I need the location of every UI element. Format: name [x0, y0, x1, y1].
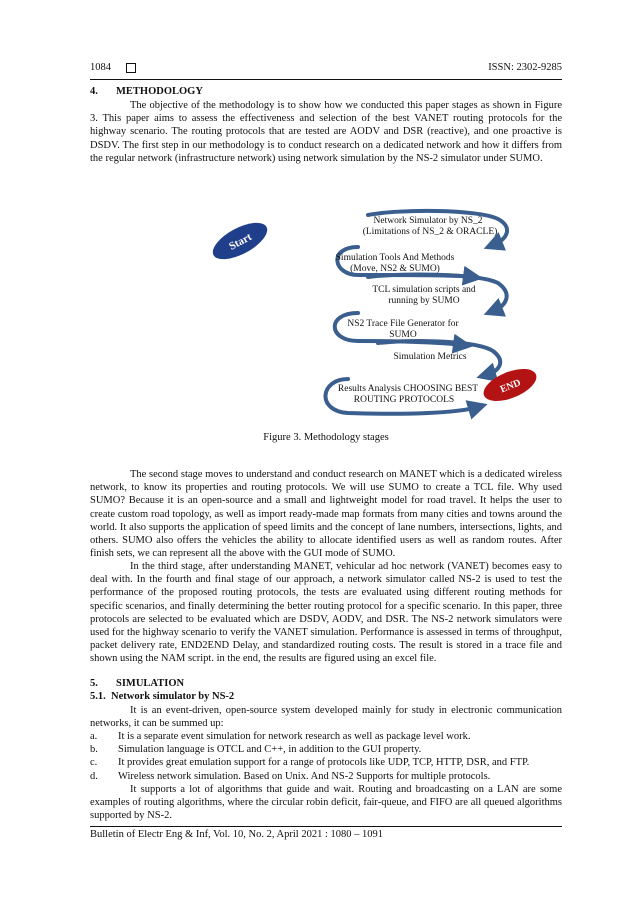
- checkbox-glyph-icon: [126, 63, 136, 73]
- list-item: a. It is a separate event simulation for network research as well as package level work.: [90, 731, 471, 742]
- footer-rule: [90, 826, 562, 827]
- stage-2-line-1: Simulation Tools And Methods: [335, 253, 455, 263]
- stage-6-line-2: ROUTING PROTOCOLS: [353, 395, 455, 405]
- methodology-paragraph-3: In the third stage, after understanding MANET, vehicular ad hoc network (VANET) becomes easy to deal with. In the fourth and final stage of our approach, a network simulator called NS-2 is used to test the performance of the proposed routing protocols, the tests are evaluated using different routing methods for specific scenarios, and finally determining the better routing protocol for a specific scenario. In this paper, three protocols are selected to be evaluated which are DSDV, AODV, and DSR. The NS-2 network simulators were used for the highway scenario to verify the VANET simulation. Performance is assessed in terms of throughput, packet delivery rate, END2END Delay, and standardized routing costs. The result is stored in a trace file and shown using the NAM script. in the end, the results are figured using an excel file.: [90, 561, 562, 665]
- section-title: METHODOLOGY: [116, 86, 203, 97]
- ns2-features-list: [90, 730, 562, 783]
- list-item: b. Simulation language is OTCL and C++, in addition to the GUI property.: [90, 744, 422, 756]
- list-item: d. Wireless network simulation. Based on Unix. And NS-2 Supports for multiple protocols.: [90, 770, 491, 782]
- start-label: Start: [227, 230, 254, 253]
- header-rule: [90, 79, 562, 80]
- subsection-5-1-heading: [90, 691, 234, 702]
- stage-2-line-2: (Move, NS2 & SUMO): [350, 264, 440, 274]
- stage-3-line-2: running by SUMO: [388, 296, 460, 306]
- stage-1-line-2: (Limitations of NS_2 & ORACLE): [362, 227, 498, 237]
- section-number: 5.: [90, 678, 98, 689]
- stage-4-line-2: SUMO: [389, 330, 417, 340]
- methodology-stages-figure: [208, 207, 548, 425]
- stage-3-line-1: TCL simulation scripts and: [372, 285, 476, 295]
- simulation-closing-paragraph: It supports a lot of algorithms that guide and wait. Routing and broadcasting on a LAN are some examples of routing algorithms, where the circular robin deficit, fair-queue, and FIFO are all queued algorithms supported by NS-2.: [90, 784, 562, 822]
- figure-caption: Figure 3. Methodology stages: [263, 432, 389, 443]
- subsection-title: Network simulator by NS-2: [111, 691, 235, 702]
- stage-6-line-1: Results Analysis CHOOSING BEST: [337, 384, 479, 394]
- list-item: c. It provides great emulation support for a range of protocols like UDP, TCP, HTTP, DSR, and FTP.: [90, 757, 530, 769]
- section-number: 4.: [90, 86, 98, 97]
- stage-4-line-1: NS2 Trace File Generator for: [347, 319, 459, 329]
- start-badge: [208, 215, 273, 266]
- issn: ISSN: 2302-9285: [488, 62, 562, 73]
- running-header: [90, 62, 562, 76]
- stage-1-line-1: Network Simulator by NS_2: [373, 216, 483, 226]
- end-label: END: [498, 377, 523, 396]
- subsection-number: 5.1.: [90, 691, 106, 702]
- section-4-heading: [90, 86, 203, 97]
- section-5-heading: [90, 678, 184, 689]
- section-title: SIMULATION: [116, 678, 185, 689]
- running-footer: Bulletin of Electr Eng & Inf, Vol. 10, No. 2, April 2021 : 1080 – 1091: [90, 829, 384, 840]
- methodology-paragraph-1: The objective of the methodology is to show how we conducted this paper stages as shown in Figure 3. This paper aims to assess the effectiveness and selection of the best VANET routing protocols for the highway scenario. The routing protocols that are tested are AODV and DSR (reactive), and one proactive is DSDV. The first step in our methodology is to conduct research on a dedicated network and how it differs from the regular network (infrastructure network) using network simulation by the NS-2 simulator under SUMO.: [90, 100, 562, 164]
- end-badge: [479, 362, 541, 407]
- page-number: 1084: [90, 62, 111, 73]
- simulation-intro: It is an event-driven, open-source system developed mainly for study in electronic communication networks, it can be summed up:: [90, 705, 562, 730]
- methodology-paragraph-2: The second stage moves to understand and conduct research on MANET which is a dedicated wireless network, to know its properties and routing protocols. We will use SUMO to create a TCL file. Why used SUMO? Because it is an open-source and a small and lightweight model for road travel. It helps the user to create custom road topology, as well as import ready-made map formats from many cities and towns around the world. It also supports the application of speed limits and the concept of lane numbers, intersections, lights, and others. SUMO also offers the vehicles the ability to allocate identified users as well as random routes. After finish sets, we can represent all the above with the GUI mode of SUMO.: [90, 469, 562, 560]
- stage-5-line-1: Simulation Metrics: [393, 352, 467, 362]
